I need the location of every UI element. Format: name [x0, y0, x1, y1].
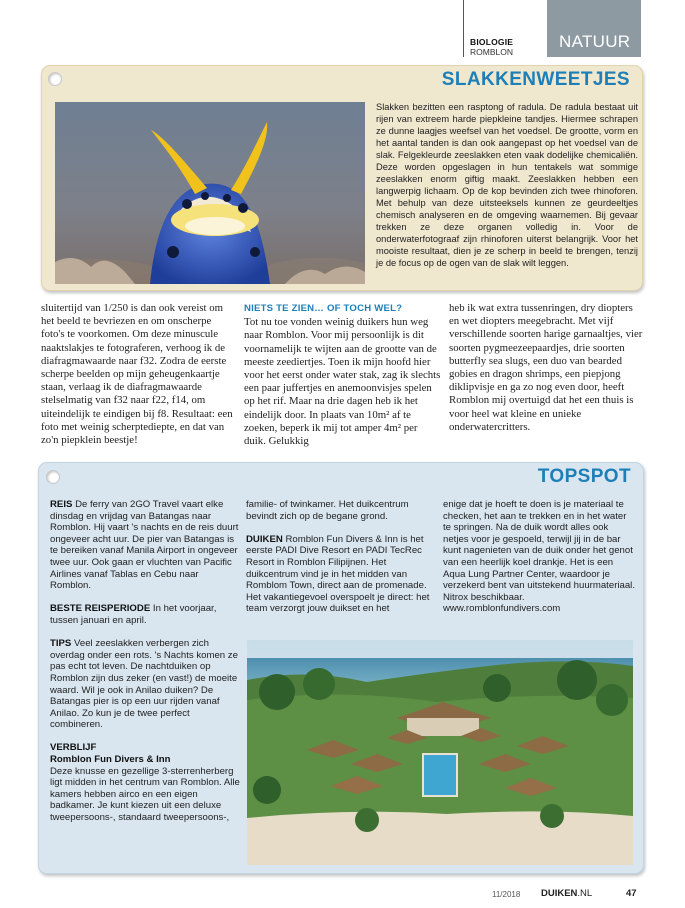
article-subheading: NIETS TE ZIEN… OF TOCH WEL?: [244, 303, 403, 314]
duiken-label: DUIKEN: [246, 533, 283, 545]
tips-text: Veel zeeslakken verbergen zich overdag onder een rots. 's Nachts komen ze pas echt tot leven. De nachtduiken op Romblon zijn dus zeker (en vast!) de moeite waard. Wil je ook in Anilao duiken? De Batangas pier is op een uur rijden vanaf Anilao. Zo kun je de twee perfect combineren.: [50, 638, 238, 731]
category-label: BIOLOGIE: [470, 37, 514, 47]
brand-suffix: .NL: [577, 888, 593, 899]
nudibranch-photo: [55, 102, 365, 284]
fact-box-title: SLAKKENWEETJES: [441, 69, 630, 90]
fact-box: [41, 65, 643, 291]
col2-continued: familie- of twinkamer. Het duikcentrum bevindt zich op de begane grond.: [246, 499, 409, 522]
header-category: [470, 37, 513, 57]
brand-name: DUIKEN: [541, 888, 578, 899]
tips-paragraph: [50, 638, 242, 731]
verblijf-label: VERBLIJF: [50, 742, 97, 754]
col3-text: enige dat je hoeft te doen is je materiaal te checken, het aan te trekken en in het water te springen. Na de duik wordt alles ook netjes voor je gespoeld, terwijl jij in de bar kunt nagenieten van de duik onder het genot van een heerlijk koel drankje. Het is een Aqua Lung Partner Center, waardoor je verzekerd bent van uitstekend huurmateriaal. Nitrox beschikbaar. www.romblonfundivers.com: [443, 499, 635, 615]
topspot-title: TOPSPOT: [537, 466, 631, 487]
reis-label: REIS: [50, 499, 73, 510]
resort-photo: [247, 640, 633, 865]
verblijf-paragraph: [50, 742, 242, 823]
article-column-3: heb ik wat extra tussenringen, dry diopters en wet diopters meegebracht. Met vijf verschillende soorten harige garnaaltjes, vier soorten pygmeezeepaardjes, drie soorten butterfly sea slugs, een duo van bearded gobies en dragon shrimps, een piepjong diklipvisje en ga zo nog even door, heeft Romblon mij overtuigd dat het een thuis is voor heel wat kleine en unieke onderwatercritters.: [449, 302, 643, 433]
article-column-2-text: Tot nu toe vonden weinig duikers hun weg naar Romblon. Voor mij persoonlijk is dit voornamelijk te wijten aan de grootte van de meeste zeediertjes. Toen ik mijn hoofd hier voor het eerst onder water stak, zag ik slechts een paar juffertjes en anemoonvisjes spelen op het rif. Maar na drie dagen heb ik het eindelijk door. In plaats van 10m² af te zoeken, beperk ik mij tot amper 4m² per duik. Gelukkig: [244, 316, 441, 448]
page-number: 47: [626, 888, 637, 899]
topspot-column-1: [50, 499, 242, 824]
duiken-text: Romblon Fun Divers & Inn is het eerste PADI Dive Resort en PADI TecRec Resort in Romblon Filipijnen. Het duikcentrum vind je in het midden van Romblom Town, direct aan de promenade. Het vakantiegevoel overspoelt je direct: het team verzorgt jouw duikset en het: [246, 533, 430, 615]
section-label: NATUUR: [559, 32, 631, 51]
topspot-box: [38, 462, 644, 874]
article-column-2: [244, 302, 442, 448]
verblijf-text: Deze knusse en gezellige 3-sterrenherberg ligt midden in het centrum van Romblon. Alle kamers hebben airco en een eigen badkamer. Je kunt kiezen uit een deluxe tweepersoons-, standaard tweepersoons-,: [50, 765, 240, 824]
article-column-1: sluitertijd van 1/250 is dan ook vereist om het beeld te bevriezen en om onscherpe foto's te voorkomen. Om deze minuscule naaktslakjes te fotograferen, verhoog ik de diafragmawaarde naar f32. Zodra de eerste scherpe beelden op mijn geheugenkaartje staan, verlaag ik de diafragmawaarde stelselmatig van f32 naar f22, f14, om uiteindelijk te eindigen bij f8. Resultaat: een foto met weinig scherptediepte, en dat van zo'n piepklein beestje!: [41, 302, 233, 447]
verblijf-name: Romblon Fun Divers & Inn: [50, 754, 171, 766]
reis-paragraph: [50, 499, 242, 592]
brand-label: [541, 888, 592, 899]
tips-label: TIPS: [50, 638, 72, 650]
issue-date: 11/2018: [492, 890, 521, 899]
periode-text: In het voorjaar, tussen januari en april.: [50, 603, 217, 626]
periode-label: BESTE REISPERIODE: [50, 603, 151, 615]
pin-hole-icon: [48, 72, 62, 86]
fact-box-text: Slakken bezitten een rasptong of radula. De radula bestaat uit rijen van extreem harde piepkleine tandjes. Hiermee schrapen ze dunne laagjes weefsel van het voedsel. De grootte, vorm en het aantal tanden is dan ook aangepast op het voedsel van de slak. Felgekleurde zeeslakken eten vaak dodelijke chemicaliën. Deze worden opgeslagen in hun tentakels wat sommige zeeslakken enorm giftig maakt. Zeeslakken hebben een langwerpig lichaam. Op de kop bevinden zich twee rhinoforen. Met behulp van deze uitsteeksels kunnen ze geurdeeltjes chemisch analyseren en de omgeving waarnemen. Bij gevaar trekken ze deze organen volledig in. Voor de onderwaterfotograaf zijn rhinoforen uiterst belangrijk. Voor het mooiste resultaat, dien je ze scherp in beeld te brengen, tenzij je de focus op de ogen van de slak wilt leggen.: [376, 102, 638, 268]
section-tab: [547, 0, 641, 57]
periode-paragraph: [50, 603, 242, 626]
topspot-column-2: [246, 499, 436, 627]
duiken-paragraph: [246, 534, 436, 615]
pin-hole-icon: [46, 470, 60, 484]
subcategory-label: ROMBLON: [470, 47, 513, 57]
topspot-column-3: [443, 499, 635, 627]
reis-text: De ferry van 2GO Travel vaart elke dinsdag en vrijdag van Batangas naar Romblon. Hij vaart 's nachts en de reis duurt ongeveer acht uur. De pier van Batangas is te bereiken vanaf Manila Airport in ongeveer twee uur. Ook gaan er vluchten van Pacific Airlines vanaf Tablas en Cebu naar Romblon.: [50, 499, 239, 592]
header-divider: [463, 0, 464, 57]
